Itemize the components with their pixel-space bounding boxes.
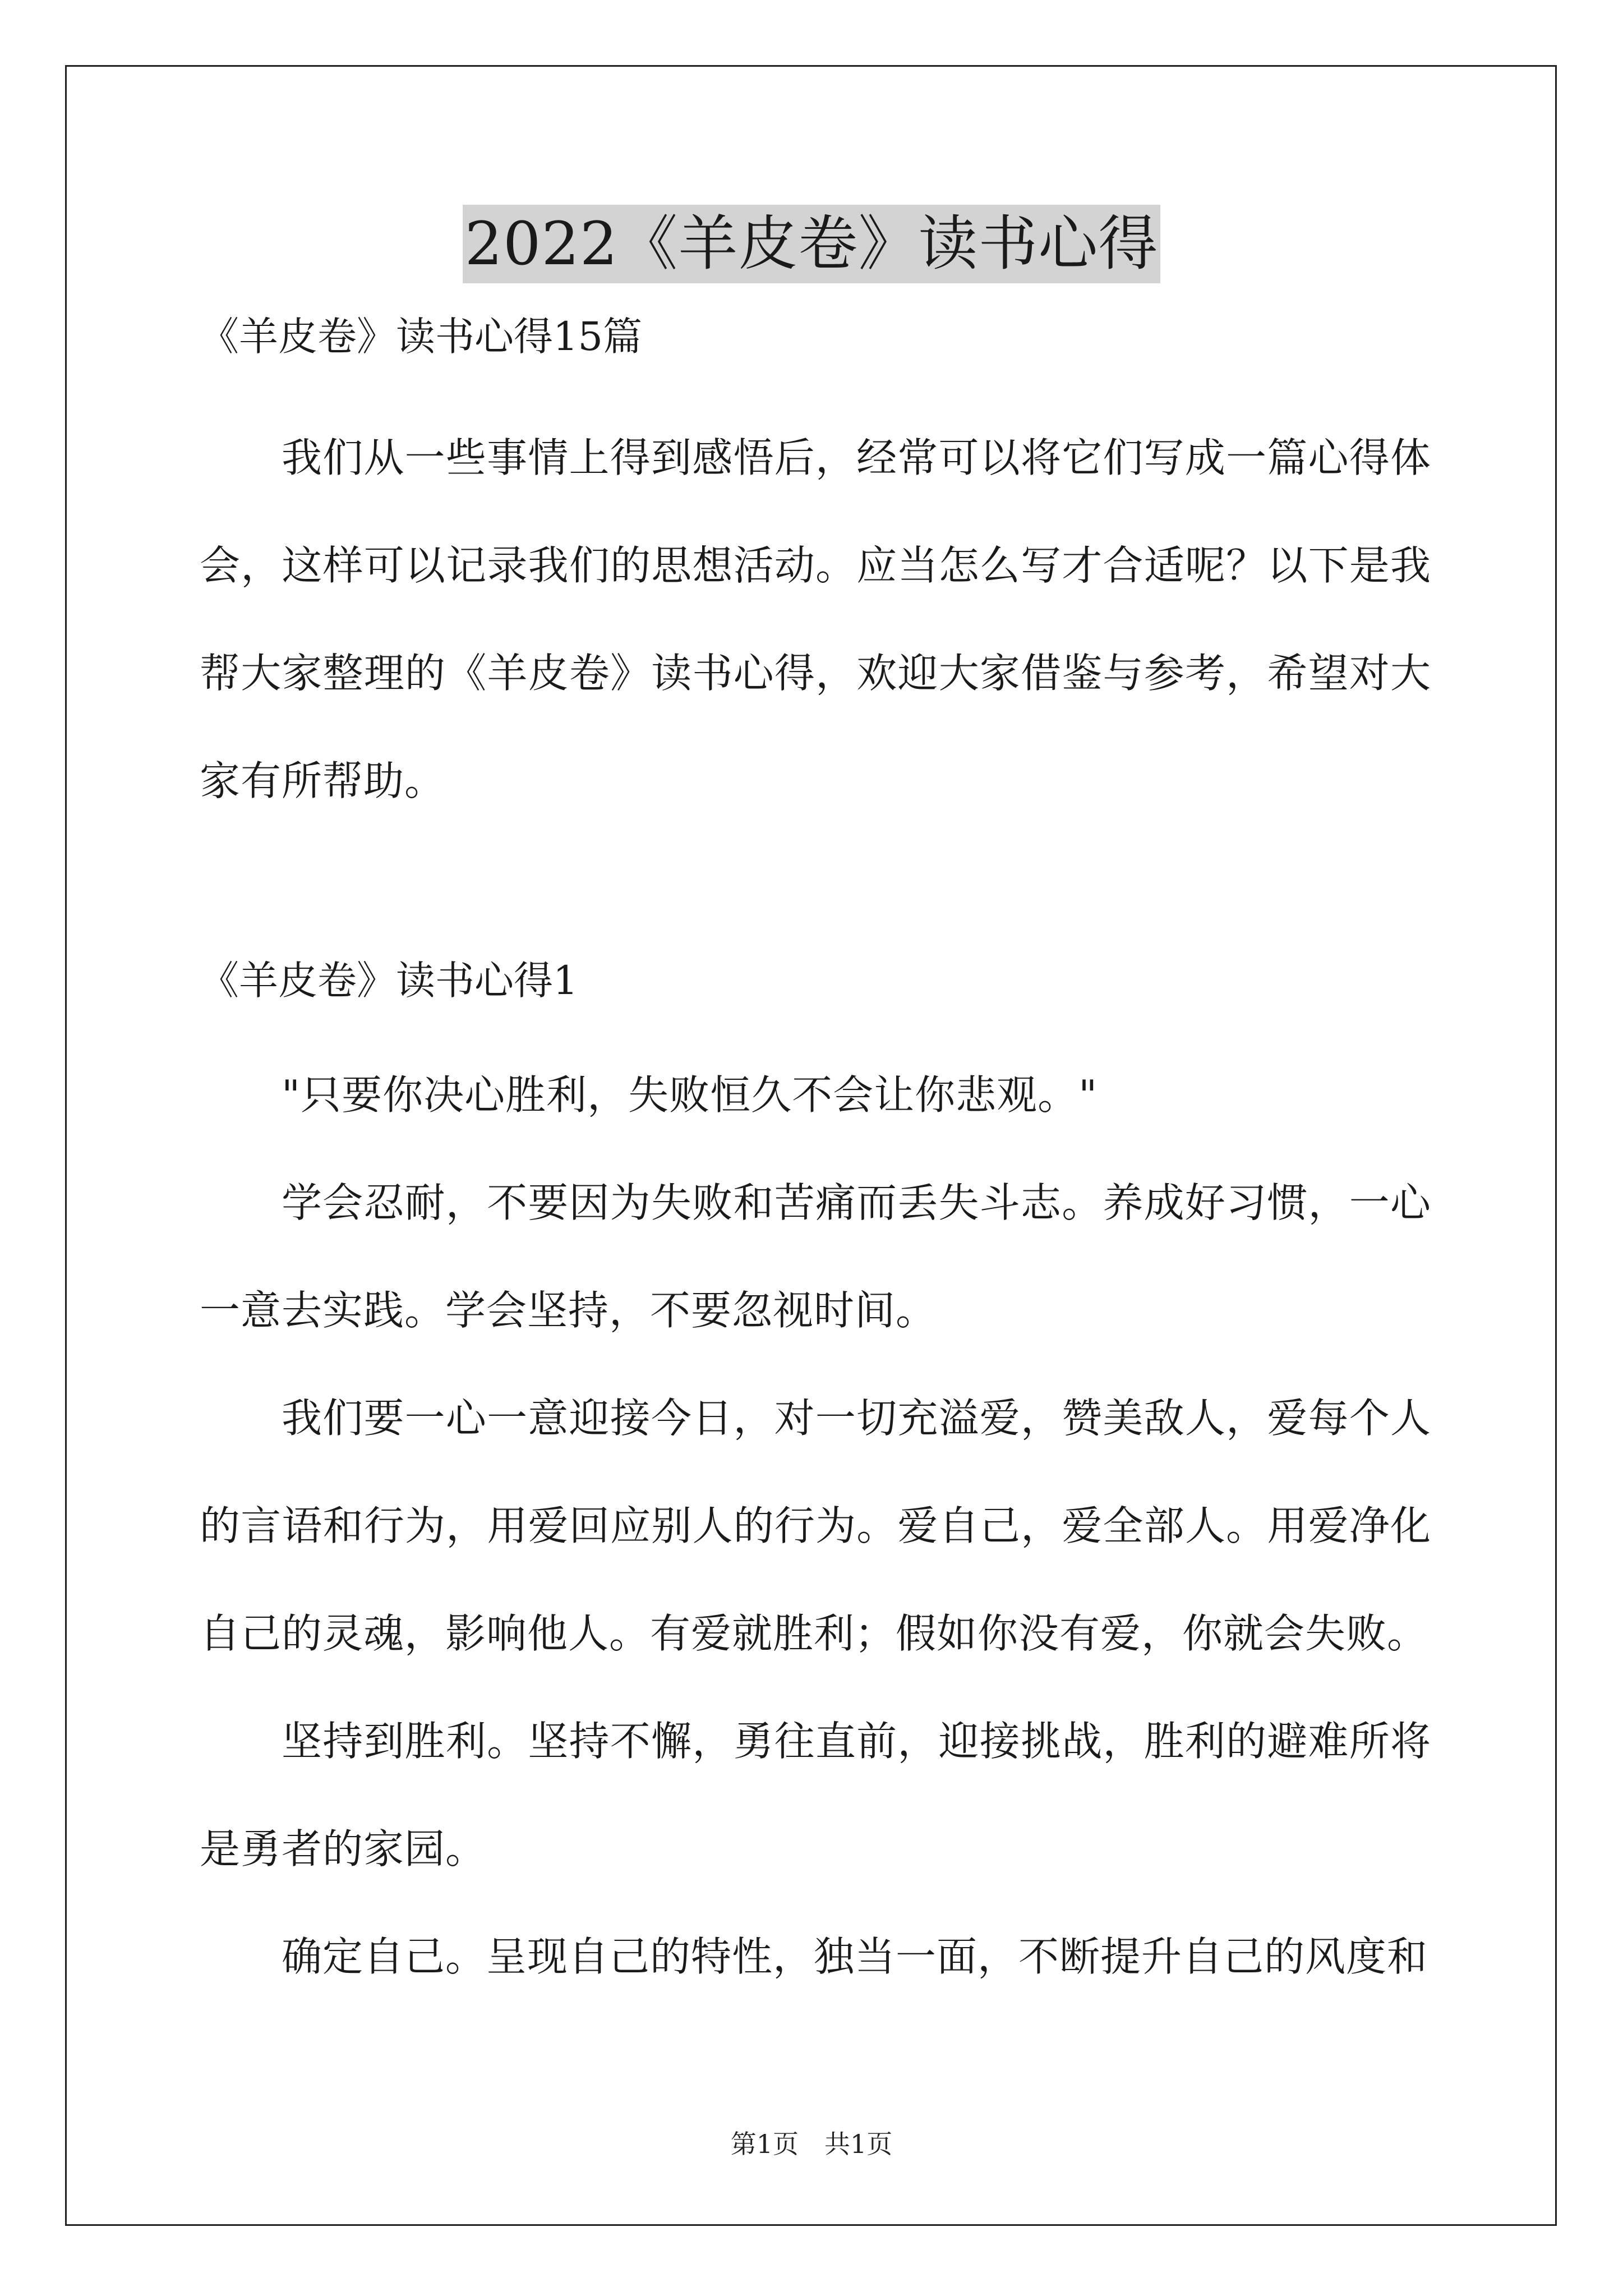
page-footer: 第1页 共1页 xyxy=(730,2129,893,2159)
title-container xyxy=(0,205,1623,283)
intro-paragraph: 我们从一些事情上得到感悟后，经常可以将它们写成一篇心得体会，这样可以记录我们的思想活动。应当怎么写才合适呢？以下是我帮大家整理的《羊皮卷》读书心得，欢迎大家借鉴与参考，希望对大家有所帮助。 xyxy=(200,434,1431,804)
spacer xyxy=(200,835,1431,947)
body-paragraph: 学会忍耐，不要因为失败和苦痛而丢失斗志。养成好习惯，一心一意去实践。学会坚持，不要忽视时间。 xyxy=(200,1179,1431,1334)
section-heading: 《羊皮卷》读书心得1 xyxy=(200,958,578,1004)
document-body xyxy=(200,303,1431,2010)
body-paragraph: "只要你决心胜利，失败恒久不会让你悲观。" xyxy=(282,1071,1098,1119)
body-paragraph: 我们要一心一意迎接今日，对一切充溢爱，赞美敌人，爱每个人的言语和行为，用爱回应别人的行为。爱自己，爱全部人。用爱净化自己的灵魂，影响他人。有爱就胜利；假如你没有爱，你就会失败。 xyxy=(200,1395,1431,1657)
document-title: 2022《羊皮卷》读书心得 xyxy=(463,205,1161,283)
body-paragraph: 确定自己。呈现自己的特性，独当一面，不断提升自己的风度和 xyxy=(282,1933,1428,1980)
body-paragraph: 坚持到胜利。坚持不懈，勇往直前，迎接挑战，胜利的避难所将是勇者的家园。 xyxy=(200,1718,1431,1872)
document-subtitle: 《羊皮卷》读书心得15篇 xyxy=(200,314,643,360)
